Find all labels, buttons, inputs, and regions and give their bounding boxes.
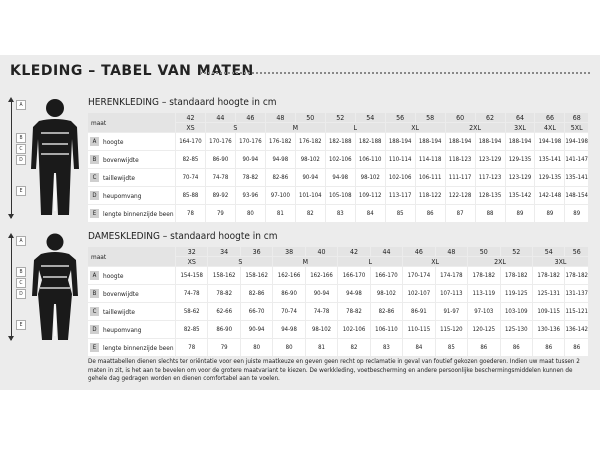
table-cell: 87 — [446, 205, 475, 222]
measurement-label — [88, 267, 175, 284]
size-number: 64 — [506, 113, 535, 122]
table-cell: 188-194 — [446, 133, 475, 150]
women-size-table — [88, 247, 588, 356]
measurement-code-badge: A — [90, 137, 99, 146]
size-number: 56 — [565, 247, 588, 256]
arrow-up-icon — [8, 233, 14, 238]
table-cell: 170-174 — [403, 267, 434, 284]
table-cell: 82-85 — [176, 151, 205, 168]
table-cell: 166-170 — [338, 267, 369, 284]
measure-mark-c: C — [16, 144, 26, 154]
size-number: 46 — [236, 113, 265, 122]
table-cell: 102-106 — [386, 169, 415, 186]
size-number: 48 — [266, 113, 295, 122]
measurement-name: lengte binnenzijde been — [103, 209, 174, 218]
table-cell: 166-170 — [371, 267, 402, 284]
table-cell: 162-166 — [273, 267, 304, 284]
measurement-label — [88, 285, 175, 302]
table-cell: 123-129 — [506, 169, 535, 186]
table-cell: 86 — [501, 339, 532, 356]
table-cell: 78 — [176, 205, 205, 222]
table-cell: 182-188 — [326, 133, 355, 150]
table-cell: 188-194 — [386, 133, 415, 150]
table-cell: 123-129 — [476, 151, 505, 168]
table-cell: 176-182 — [266, 133, 295, 150]
table-cell: 103-109 — [501, 303, 532, 320]
table-cell: 115-121 — [565, 303, 588, 320]
table-cell: 102-106 — [338, 321, 369, 338]
table-cell: 174-178 — [436, 267, 467, 284]
measure-mark-d: D — [16, 155, 26, 165]
title-divider — [200, 72, 590, 74]
measurement-code-badge: C — [90, 307, 99, 316]
table-cell: 78-82 — [236, 169, 265, 186]
table-cell: 90-94 — [236, 151, 265, 168]
measurement-name: taillewijdte — [103, 307, 135, 316]
letter-size: S — [206, 123, 265, 132]
measurement-code-badge: B — [90, 155, 99, 164]
table-cell: 86-90 — [206, 151, 235, 168]
table-cell: 82-86 — [241, 285, 272, 302]
measure-mark-a: A — [16, 100, 26, 110]
size-number: 44 — [206, 113, 235, 122]
table-cell: 113-117 — [386, 187, 415, 204]
table-cell: 131-137 — [565, 285, 588, 302]
table-cell: 135-141 — [565, 169, 588, 186]
table-cell: 90-94 — [241, 321, 272, 338]
letter-size: 2XL — [446, 123, 505, 132]
table-cell: 85 — [386, 205, 415, 222]
table-cell: 109-115 — [533, 303, 564, 320]
table-cell: 78-82 — [338, 303, 369, 320]
size-number: 42 — [338, 247, 369, 256]
measurement-label — [88, 133, 175, 150]
table-cell: 94-98 — [338, 285, 369, 302]
table-cell: 98-102 — [296, 151, 325, 168]
table-cell: 74-78 — [306, 303, 337, 320]
measure-mark-a: A — [16, 236, 26, 246]
table-cell: 80 — [273, 339, 304, 356]
table-cell: 93-96 — [236, 187, 265, 204]
table-cell: 135-141 — [535, 151, 564, 168]
table-cell: 142-148 — [535, 187, 564, 204]
measurement-label — [88, 151, 175, 168]
table-cell: 105-108 — [326, 187, 355, 204]
size-number: 54 — [533, 247, 564, 256]
measurement-name: bovenwijdte — [103, 289, 139, 298]
table-cell: 79 — [208, 339, 239, 356]
table-cell: 84 — [403, 339, 434, 356]
letter-size: M — [273, 257, 337, 266]
table-cell: 178-182 — [501, 267, 532, 284]
table-cell: 102-106 — [326, 151, 355, 168]
table-cell: 86-91 — [403, 303, 434, 320]
table-cell: 70-74 — [176, 169, 205, 186]
table-cell: 194-198 — [565, 133, 588, 150]
table-cell: 58-62 — [176, 303, 207, 320]
disclaimer-text: De maattabellen dienen slechts ter oriëntatie voor een juiste maatkeuze en geven geen recht op reclamatie in geval van foutief gekozen goederen. Indien uw maat tussen 2 maten in zit, is het aan te bevelen om voor de grotere maatvariant te kiezen. De werkkleding, voetbescherming en andere persoonlijke beschermingsmiddelen kunnen de gehele dag gedragen worden en dienen comfortabel aan te voelen. — [88, 358, 580, 382]
table-cell: 115-120 — [436, 321, 467, 338]
table-cell: 98-102 — [306, 321, 337, 338]
table-cell: 170-176 — [206, 133, 235, 150]
table-cell: 109-112 — [356, 187, 385, 204]
size-header-label: maat — [88, 247, 175, 266]
letter-size: 3XL — [533, 257, 588, 266]
letter-size: 3XL — [506, 123, 535, 132]
letter-size: XS — [176, 257, 207, 266]
size-number: 52 — [326, 113, 355, 122]
letter-size: L — [338, 257, 402, 266]
size-number: 38 — [273, 247, 304, 256]
size-number: 32 — [176, 247, 207, 256]
table-cell: 89-92 — [206, 187, 235, 204]
table-cell: 94-98 — [273, 321, 304, 338]
table-cell: 91-97 — [436, 303, 467, 320]
table-cell: 110-114 — [386, 151, 415, 168]
arrow-down-icon — [8, 336, 14, 341]
arrow-up-icon — [8, 97, 14, 102]
table-cell: 164-170 — [176, 133, 205, 150]
measurement-name: hoogte — [103, 271, 124, 280]
table-cell: 178-182 — [565, 267, 588, 284]
table-cell: 98-102 — [371, 285, 402, 302]
measure-mark-b: B — [16, 133, 26, 143]
measurement-label — [88, 205, 175, 222]
size-number: 40 — [306, 247, 337, 256]
table-cell: 89 — [506, 205, 535, 222]
table-cell: 158-162 — [241, 267, 272, 284]
women-section-title: DAMESKLEDING – standaard hoogte in cm — [88, 231, 278, 242]
table-cell: 188-194 — [416, 133, 445, 150]
measurement-name: lengte binnenzijde been — [103, 343, 174, 352]
size-number: 36 — [241, 247, 272, 256]
female-silhouette-icon — [25, 232, 85, 344]
table-cell: 86 — [468, 339, 499, 356]
table-cell: 120-125 — [468, 321, 499, 338]
letter-size: XL — [386, 123, 445, 132]
table-cell: 62-66 — [208, 303, 239, 320]
table-cell: 90-94 — [296, 169, 325, 186]
size-header-label: maat — [88, 113, 175, 132]
size-number: 66 — [535, 113, 564, 122]
table-cell: 79 — [206, 205, 235, 222]
measurement-name: bovenwijdte — [103, 155, 139, 164]
table-cell: 90-94 — [306, 285, 337, 302]
table-cell: 118-122 — [416, 187, 445, 204]
size-number: 52 — [501, 247, 532, 256]
table-cell: 84 — [356, 205, 385, 222]
table-cell: 74-78 — [176, 285, 207, 302]
table-cell: 170-176 — [236, 133, 265, 150]
table-cell: 176-182 — [296, 133, 325, 150]
measurement-name: taillewijdte — [103, 173, 135, 182]
table-cell: 113-119 — [468, 285, 499, 302]
table-cell: 162-166 — [306, 267, 337, 284]
table-cell: 148-154 — [565, 187, 588, 204]
table-cell: 102-107 — [403, 285, 434, 302]
measure-mark-b: B — [16, 267, 26, 277]
measurement-label — [88, 321, 175, 338]
measurement-name: hoogte — [103, 137, 124, 146]
size-number: 46 — [403, 247, 434, 256]
table-cell: 117-123 — [476, 169, 505, 186]
table-cell: 178-182 — [468, 267, 499, 284]
letter-size: L — [326, 123, 385, 132]
table-cell: 106-110 — [356, 151, 385, 168]
size-number: 50 — [296, 113, 325, 122]
table-cell: 194-198 — [535, 133, 564, 150]
table-cell: 118-123 — [446, 151, 475, 168]
table-cell: 114-118 — [416, 151, 445, 168]
table-cell: 94-98 — [266, 151, 295, 168]
measurement-name: heupomvang — [103, 191, 142, 200]
measure-mark-c: C — [16, 278, 26, 288]
table-cell: 83 — [371, 339, 402, 356]
table-cell: 97-100 — [266, 187, 295, 204]
size-number: 50 — [468, 247, 499, 256]
size-number: 44 — [371, 247, 402, 256]
table-cell: 82 — [296, 205, 325, 222]
letter-size: XL — [403, 257, 467, 266]
measurement-label — [88, 187, 175, 204]
measurement-code-badge: C — [90, 173, 99, 182]
size-number: 42 — [176, 113, 205, 122]
table-cell: 82-86 — [266, 169, 295, 186]
measure-mark-e: E — [16, 186, 26, 196]
table-cell: 88 — [476, 205, 505, 222]
table-cell: 89 — [565, 205, 588, 222]
table-cell: 78 — [176, 339, 207, 356]
size-number: 68 — [565, 113, 588, 122]
size-number: 62 — [476, 113, 505, 122]
letter-size: M — [266, 123, 325, 132]
table-cell: 94-98 — [326, 169, 355, 186]
table-cell: 89 — [535, 205, 564, 222]
table-cell: 128-135 — [476, 187, 505, 204]
table-cell: 86-90 — [208, 321, 239, 338]
table-cell: 125-131 — [533, 285, 564, 302]
table-cell: 86 — [533, 339, 564, 356]
page-title: KLEDING – TABEL VAN MATEN — [10, 63, 254, 79]
table-cell: 129-135 — [506, 151, 535, 168]
table-cell: 135-142 — [506, 187, 535, 204]
measurement-code-badge: D — [90, 325, 99, 334]
table-cell: 80 — [236, 205, 265, 222]
measurement-code-badge: B — [90, 289, 99, 298]
letter-size: S — [208, 257, 272, 266]
table-cell: 101-104 — [296, 187, 325, 204]
table-cell: 80 — [241, 339, 272, 356]
measurement-label — [88, 303, 175, 320]
size-number: 58 — [416, 113, 445, 122]
measurement-code-badge: A — [90, 271, 99, 280]
table-cell: 188-194 — [506, 133, 535, 150]
table-cell: 86 — [565, 339, 588, 356]
table-cell: 74-78 — [206, 169, 235, 186]
table-cell: 66-70 — [241, 303, 272, 320]
table-cell: 70-74 — [273, 303, 304, 320]
height-ruler — [11, 100, 12, 218]
table-cell: 122-128 — [446, 187, 475, 204]
table-cell: 188-194 — [476, 133, 505, 150]
table-cell: 136-142 — [565, 321, 588, 338]
male-silhouette-icon — [25, 97, 85, 221]
letter-size: 4XL — [535, 123, 564, 132]
measurement-code-badge: D — [90, 191, 99, 200]
letter-size: 5XL — [565, 123, 588, 132]
table-cell: 106-110 — [371, 321, 402, 338]
table-cell: 119-125 — [501, 285, 532, 302]
men-size-table — [88, 113, 588, 222]
table-cell: 178-182 — [533, 267, 564, 284]
table-cell: 154-158 — [176, 267, 207, 284]
size-number: 54 — [356, 113, 385, 122]
table-cell: 82 — [338, 339, 369, 356]
measurement-label — [88, 169, 175, 186]
table-cell: 81 — [306, 339, 337, 356]
table-cell: 83 — [326, 205, 355, 222]
table-cell: 85-88 — [176, 187, 205, 204]
table-cell: 110-115 — [403, 321, 434, 338]
men-section-title: HERENKLEDING – standaard hoogte in cm — [88, 97, 277, 108]
table-cell: 111-117 — [446, 169, 475, 186]
measure-mark-e: E — [16, 320, 26, 330]
table-cell: 141-147 — [565, 151, 588, 168]
measurement-code-badge: E — [90, 343, 99, 352]
height-ruler — [11, 236, 12, 340]
size-number: 60 — [446, 113, 475, 122]
table-cell: 129-135 — [535, 169, 564, 186]
table-cell: 107-113 — [436, 285, 467, 302]
measure-mark-d: D — [16, 289, 26, 299]
table-cell: 86-90 — [273, 285, 304, 302]
table-cell: 182-188 — [356, 133, 385, 150]
size-number: 48 — [436, 247, 467, 256]
table-cell: 82-86 — [371, 303, 402, 320]
table-cell: 82-85 — [176, 321, 207, 338]
table-cell: 158-162 — [208, 267, 239, 284]
table-cell: 86 — [416, 205, 445, 222]
table-cell: 81 — [266, 205, 295, 222]
measurement-label — [88, 339, 175, 356]
table-cell: 106-111 — [416, 169, 445, 186]
table-cell: 130-136 — [533, 321, 564, 338]
size-number: 34 — [208, 247, 239, 256]
table-cell: 97-103 — [468, 303, 499, 320]
size-number: 56 — [386, 113, 415, 122]
measurement-code-badge: E — [90, 209, 99, 218]
table-cell: 78-82 — [208, 285, 239, 302]
table-cell: 125-130 — [501, 321, 532, 338]
arrow-down-icon — [8, 214, 14, 219]
table-cell: 85 — [436, 339, 467, 356]
letter-size: 2XL — [468, 257, 532, 266]
measurement-name: heupomvang — [103, 325, 142, 334]
letter-size: XS — [176, 123, 205, 132]
table-cell: 98-102 — [356, 169, 385, 186]
